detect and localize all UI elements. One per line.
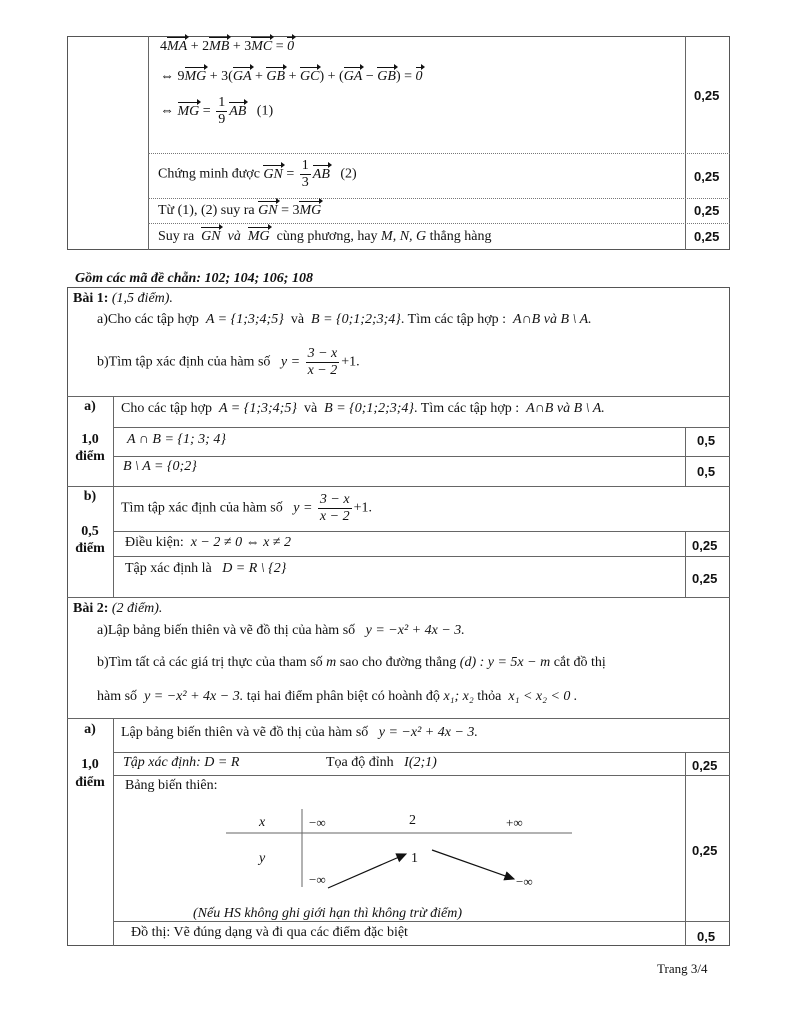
vector-equation-1: 4MA + 2MB + 3MC = 0 [160, 39, 295, 54]
score-top-2: 0,25 [694, 169, 720, 184]
bai1-part-b-label: b) [83, 489, 97, 504]
bai1-a-row-divider-1 [113, 427, 730, 428]
domain-vertex-row: Tập xác định: D = R [123, 755, 240, 770]
page-number: Trang 3/4 [657, 961, 708, 976]
deduce-gn: Từ (1), (2) suy ra GN = 3MG [158, 203, 322, 218]
arrow-increasing [328, 854, 406, 888]
bai1-part-a-restate: Cho các tập hợp A = {1;3;4;5} và B = {0;1;2;3;4}. Tìm các tập hợp : A∩B và B \ A. [121, 401, 605, 416]
arrow-decreasing [432, 850, 514, 879]
top-row-divider-3 [148, 223, 730, 224]
bbt-neg-inf-left: −∞ [309, 872, 326, 887]
bai2-row-divider-3 [113, 921, 730, 922]
score-bai2-2: 0,25 [692, 843, 718, 858]
bai2-question-b-line1: b)Tìm tất cả các giá trị thực của tham số m sao cho đường thẳng (d) : y = 5x − m cắt đồ thị [97, 655, 606, 670]
bbt-x-label: x [259, 815, 266, 830]
graph-row: Đồ thị: Vẽ đúng dạng và đi qua các điểm đặc biệt [131, 925, 408, 940]
score-bai1-a1: 0,5 [697, 433, 716, 448]
vertex-coordinates: Tọa độ đỉnh I(2;1) [326, 755, 437, 770]
bai1-score-col-b [685, 531, 686, 597]
bai1-heading: Bài 1: (1,5 điểm). [73, 291, 173, 306]
bai1-a-row-divider-2 [113, 456, 730, 457]
top-table-col-divider-2 [685, 36, 686, 250]
bai2-question-b-line2: hàm số y = −x² + 4x − 3. tại hai điểm phân biệt có hoành độ x₁; x₂ thỏa x₁ < x₂ < 0 . [97, 689, 578, 704]
domain-row: Tập xác định là D = R \ {2} [125, 561, 287, 576]
variation-table-title: Bảng biến thiên: [125, 778, 218, 793]
bai2-part-a-points: 1,0 [81, 757, 99, 772]
bai2-heading: Bài 2: (2 điểm). [73, 601, 163, 616]
bai1-question-b: b)Tìm tập xác định của hàm số y = $\frac{3 - x}{x - 2}$ +1. [97, 346, 360, 378]
bbt-max-value: 1 [411, 851, 418, 866]
score-bai2-1: 0,25 [692, 758, 718, 773]
bai2-question-a: a)Lập bảng biến thiên và vẽ đồ thị của hàm số y = −x² + 4x − 3. [97, 623, 465, 638]
score-top-3: 0,25 [694, 203, 720, 218]
section-heading: Gồm các mã đề chẵn: 102; 104; 106; 108 [75, 271, 313, 286]
answer-difference: B \ A = {0;2} [123, 459, 197, 474]
bai2-row-divider-2 [113, 775, 730, 776]
bai2-divider [67, 718, 730, 719]
bai2-part-a-unit: điểm [75, 775, 105, 790]
bbt-pos-inf: +∞ [506, 815, 523, 830]
collinear-conclusion: Suy ra GN và MG cùng phương, hay M, N, G thẳng hàng [158, 229, 492, 244]
bai1-part-b-unit: điểm [75, 541, 105, 556]
bai2-score-col [685, 752, 686, 946]
bai1-part-b-points: 0,5 [81, 524, 99, 539]
bbt-y-label: y [259, 851, 266, 866]
bai1-part-a-points: 1,0 [81, 432, 99, 447]
score-bai1-b2: 0,25 [692, 571, 718, 586]
bai2-row-divider-1 [113, 752, 730, 753]
top-row-divider-1 [148, 153, 730, 154]
bbt-neg-inf-right: −∞ [516, 874, 533, 889]
bai1-b-row-divider-2 [113, 556, 730, 557]
bbt-two: 2 [409, 813, 416, 828]
bai1-bai2-divider [67, 597, 730, 598]
condition-row: Điều kiện: x − 2 ≠ 0 ⇔ x ≠ 2 [125, 535, 291, 550]
bai2-part-a-label: a) [84, 722, 96, 737]
score-top-4: 0,25 [694, 229, 720, 244]
bai1-divider [67, 396, 730, 397]
score-bai2-3: 0,5 [697, 929, 716, 944]
bai1-question-a: a)Cho các tập hợp A = {1;3;4;5} và B = {0;1;2;3;4}. Tìm các tập hợp : A∩B và B \ A. [97, 312, 592, 327]
score-bai1-a2: 0,5 [697, 464, 716, 479]
bai2-part-a-restate: Lập bảng biến thiên và vẽ đồ thị của hàm số y = −x² + 4x − 3. [121, 725, 478, 740]
bai1-ab-divider [67, 486, 730, 487]
score-bai1-b1: 0,25 [692, 538, 718, 553]
bai1-part-b-restate: Tìm tập xác định của hàm số y = $\frac{3 - x}{x - 2}$ +1. [121, 492, 372, 524]
answer-intersection: A ∩ B = {1; 3; 4} [127, 432, 226, 447]
top-row-divider-2 [148, 198, 730, 199]
bai1-part-a-unit: điểm [75, 449, 105, 464]
top-table-col-divider-1 [148, 36, 149, 250]
bbt-neg-inf: −∞ [309, 815, 326, 830]
grading-note: (Nếu HS không ghi giới hạn thì không trừ điểm) [193, 906, 463, 921]
prove-gn: Chứng minh được GN = $\frac{1}{3}$ AB (2) [158, 158, 357, 190]
bai1-b-row-divider-1 [113, 531, 730, 532]
vector-equation-2: ⇔ 9MG + 3(GA + GB + GC) + (GA − GB) = 0 [160, 69, 423, 84]
vector-equation-3: ⇔ MG = $\frac{1}{9}$ AB (1) [160, 95, 274, 127]
score-top-1: 0,25 [694, 88, 720, 103]
bai1-part-a-label: a) [84, 399, 96, 414]
